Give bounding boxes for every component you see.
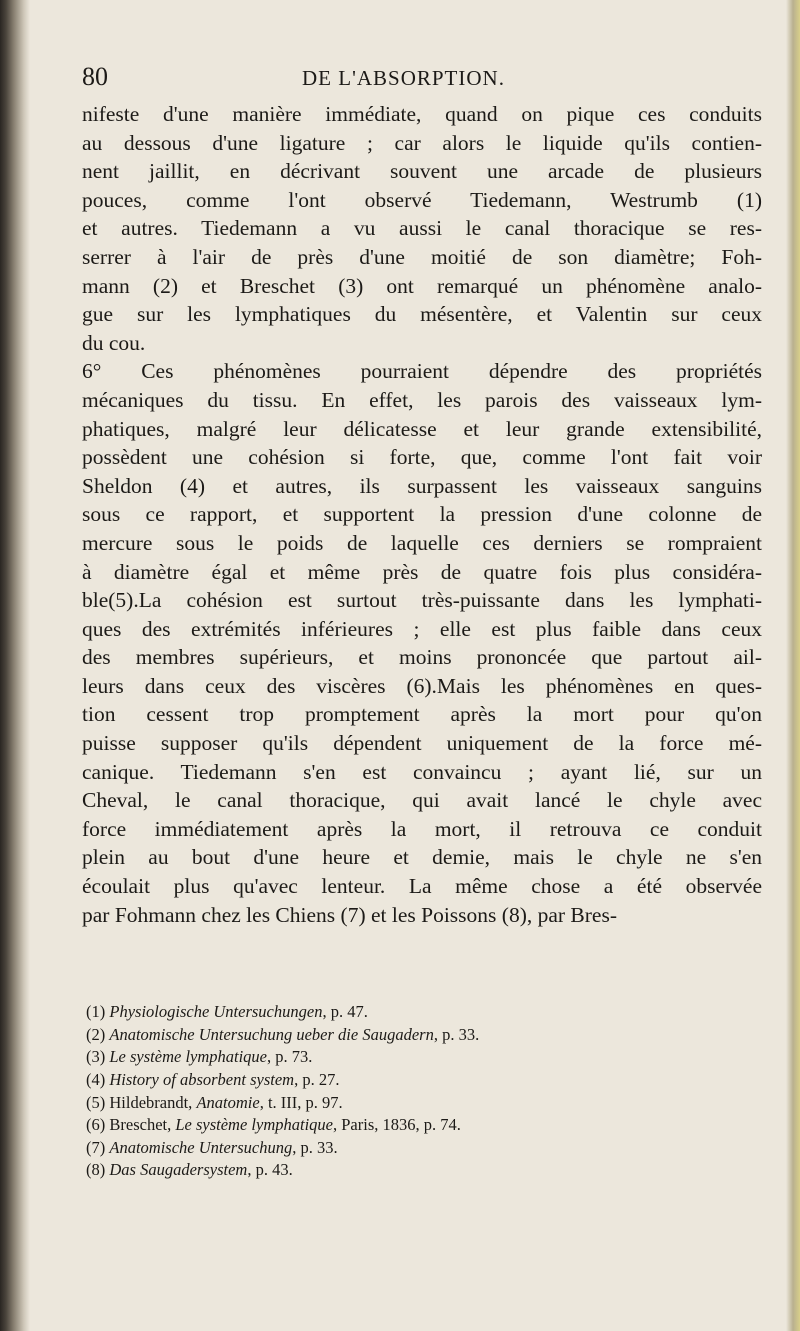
text-line: et autres. Tiedemann a vu aussi le canal thoracique se res- — [82, 216, 762, 241]
footnote-reference: , p. 47. — [322, 1002, 368, 1022]
text-line: mann (2) et Breschet (3) ont remarqué un phénomène analo- — [82, 273, 762, 298]
running-title: DE L'ABSORPTION. — [302, 66, 505, 90]
text-line: des membres supérieurs, et moins prononcée que partout ail- — [82, 645, 762, 670]
text-line: gue sur les lymphatiques du mésentère, et Valentin sur ceux — [82, 302, 762, 327]
text-line: ques des extrémités inférieures ; elle est plus faible dans ceux — [82, 616, 762, 641]
text-line: phatiques, malgré leur délicatesse et leur grande extensibilité, — [82, 416, 762, 441]
text-line: nifeste d'une manière immédiate, quand on pique ces conduits — [82, 102, 762, 126]
footnote-number: (4) — [86, 1070, 110, 1089]
footnote — [82, 1137, 762, 1160]
footnote-title: Physiologische Untersuchungen — [109, 1002, 323, 1022]
running-head — [82, 62, 762, 96]
text-line: à diamètre égal et même près de quatre fois plus considéra- — [82, 559, 762, 584]
footnote-reference: , p. 33. — [433, 1024, 480, 1044]
body-text — [82, 100, 762, 929]
footnote-reference: , p. 33. — [292, 1137, 338, 1157]
footnote-reference: , p. 43. — [247, 1160, 293, 1180]
text-line: ble(5).La cohésion est surtout très-puissante dans les lymphati- — [82, 588, 762, 613]
footnote-title: Anatomie — [196, 1092, 260, 1112]
footnote-reference: , p. 73. — [267, 1047, 313, 1067]
footnote — [82, 1159, 762, 1182]
text-line: canique. Tiedemann s'en est convaincu ; ayant lié, sur un — [82, 759, 762, 784]
footnote — [82, 1069, 762, 1092]
text-line: 6° Ces phénomènes pourraient dépendre des propriétés — [82, 359, 762, 384]
text-line: nent jaillit, en décrivant souvent une arcade de plusieurs — [82, 159, 762, 184]
footnote-number: (3) — [86, 1047, 110, 1067]
footnote — [82, 1024, 762, 1047]
footnote-reference: , Paris, 1836, p. 74. — [333, 1115, 461, 1135]
text-line: au dessous d'une ligature ; car alors le liquide qu'ils contien- — [82, 130, 762, 155]
footnote-author: Hildebrandt, — [109, 1092, 197, 1112]
footnote-number: (6) — [86, 1115, 110, 1135]
text-line: force immédiatement après la mort, il retrouva ce conduit — [82, 816, 762, 841]
footnote-reference: , p. 27. — [294, 1070, 340, 1089]
text-line: leurs dans ceux des viscères (6).Mais les phénomènes en ques- — [82, 673, 762, 698]
footnote-title: Le système lymphatique — [109, 1047, 268, 1067]
text-line: serrer à l'air de près d'une moitié de son diamètre; Foh- — [82, 244, 762, 269]
footnote-number: (7) — [86, 1137, 110, 1157]
footnote-author: Breschet, — [109, 1115, 176, 1135]
text-line: Cheval, le canal thoracique, qui avait lancé le chyle avec — [82, 788, 762, 813]
page-number: 80 — [82, 62, 108, 91]
text-line: tion cessent trop promptement après la mort pour qu'on — [82, 702, 762, 727]
text-line: du cou. — [82, 330, 146, 355]
footnotes — [82, 1001, 762, 1182]
footnote-title: Le système lymphatique — [175, 1115, 333, 1135]
footnote-title: History of absorbent system — [109, 1070, 295, 1089]
footnote-number: (8) — [86, 1160, 110, 1180]
text-line: puisse supposer qu'ils dépendent uniquement de la force mé- — [82, 731, 762, 756]
text-line: sous ce rapport, et supportent la pression d'une colonne de — [82, 502, 762, 527]
page-binding-edge — [0, 0, 30, 1331]
text-line: Sheldon (4) et autres, ils surpassent les vaisseaux sanguins — [82, 473, 762, 498]
text-line: possèdent une cohésion si forte, que, comme l'ont fait voir — [82, 445, 762, 470]
footnote — [82, 1114, 762, 1137]
book-page — [82, 62, 762, 1182]
page-right-edge — [786, 0, 800, 1331]
text-line: par Fohmann chez les Chiens (7) et les Poissons (8), par Bres- — [82, 902, 618, 927]
text-line: mécaniques du tissu. En effet, les parois des vaisseaux lym- — [82, 387, 762, 412]
text-line: écoulait plus qu'avec lenteur. La même chose a été observée — [82, 874, 762, 899]
text-line: mercure sous le poids de laquelle ces derniers se rompraient — [82, 530, 762, 555]
footnote-title: Anatomische Untersuchung ueber die Saugadern — [109, 1024, 434, 1044]
footnote-title: Anatomische Untersuchung — [109, 1137, 293, 1157]
footnote-number: (1) — [86, 1002, 110, 1022]
text-line: pouces, comme l'ont observé Tiedemann, Westrumb (1) — [82, 187, 762, 212]
footnote-title: Das Saugadersystem — [109, 1160, 248, 1180]
footnote — [82, 1092, 762, 1115]
footnote-reference: , t. III, p. 97. — [259, 1092, 343, 1112]
footnote — [82, 1001, 762, 1024]
text-line: plein au bout d'une heure et demie, mais le chyle ne s'en — [82, 845, 762, 870]
footnote-number: (5) — [86, 1092, 110, 1112]
footnote-number: (2) — [86, 1024, 110, 1044]
footnote — [82, 1046, 762, 1069]
